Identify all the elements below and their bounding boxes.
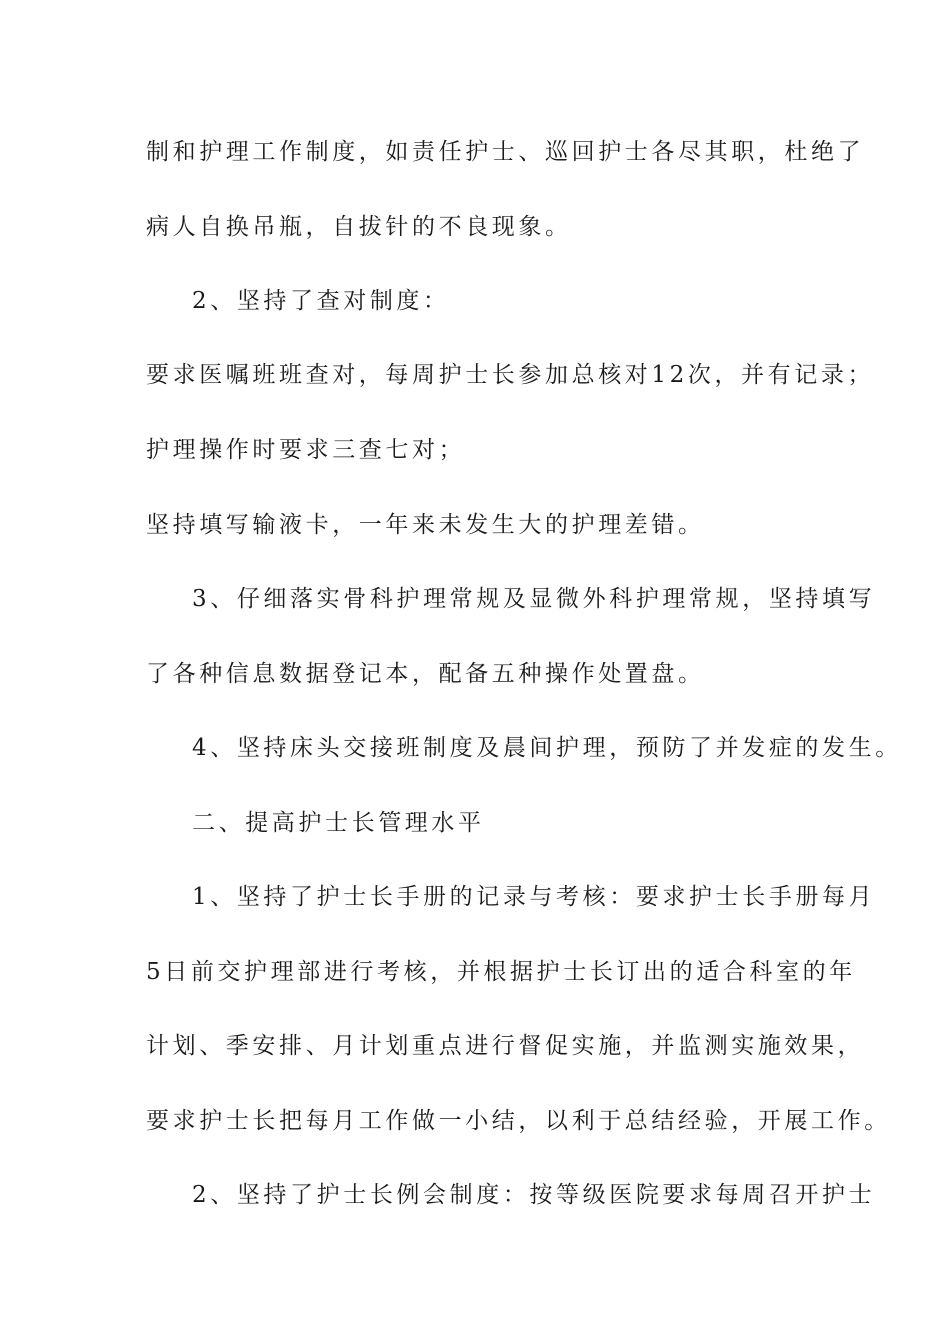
body-text-line: 计划、季安排、月计划重点进行督促实施，并监测实施效果，	[146, 1033, 865, 1059]
body-text-line: 了各种信息数据登记本，配备五种操作处置盘。	[146, 661, 705, 687]
list-item-text: 1、坚持了护士长手册的记录与考核：要求护士长手册每月	[192, 884, 876, 910]
body-text-line: 要求医嘱班班查对，每周护士长参加总核对12次，并有记录；	[146, 362, 875, 388]
list-item-text: 3、仔细落实骨科护理常规及显微外科护理常规，坚持填写	[192, 586, 876, 612]
body-text-line: 坚持填写输液卡，一年来未发生大的护理差错。	[146, 512, 705, 538]
body-text-line: 要求护士长把每月工作做一小结，以利于总结经验，开展工作。	[146, 1108, 891, 1134]
body-text-line: 制和护理工作制度，如责任护士、巡回护士各尽其职，杜绝了	[146, 139, 865, 165]
section-heading: 二、提高护士长管理水平	[192, 810, 485, 836]
list-item-text: 4、坚持床头交接班制度及晨间护理，预防了并发症的发生。	[192, 735, 902, 761]
body-text-line: 护理操作时要求三查七对；	[146, 437, 466, 463]
body-text-line: 病人自换吊瓶，自拔针的不良现象。	[146, 214, 572, 240]
list-item-heading: 2、坚持了查对制度：	[192, 288, 450, 314]
body-text-line: 5日前交护理部进行考核，并根据护士长订出的适合科室的年	[146, 959, 856, 985]
list-item-text: 2、坚持了护士长例会制度：按等级医院要求每周召开护士	[192, 1182, 876, 1208]
